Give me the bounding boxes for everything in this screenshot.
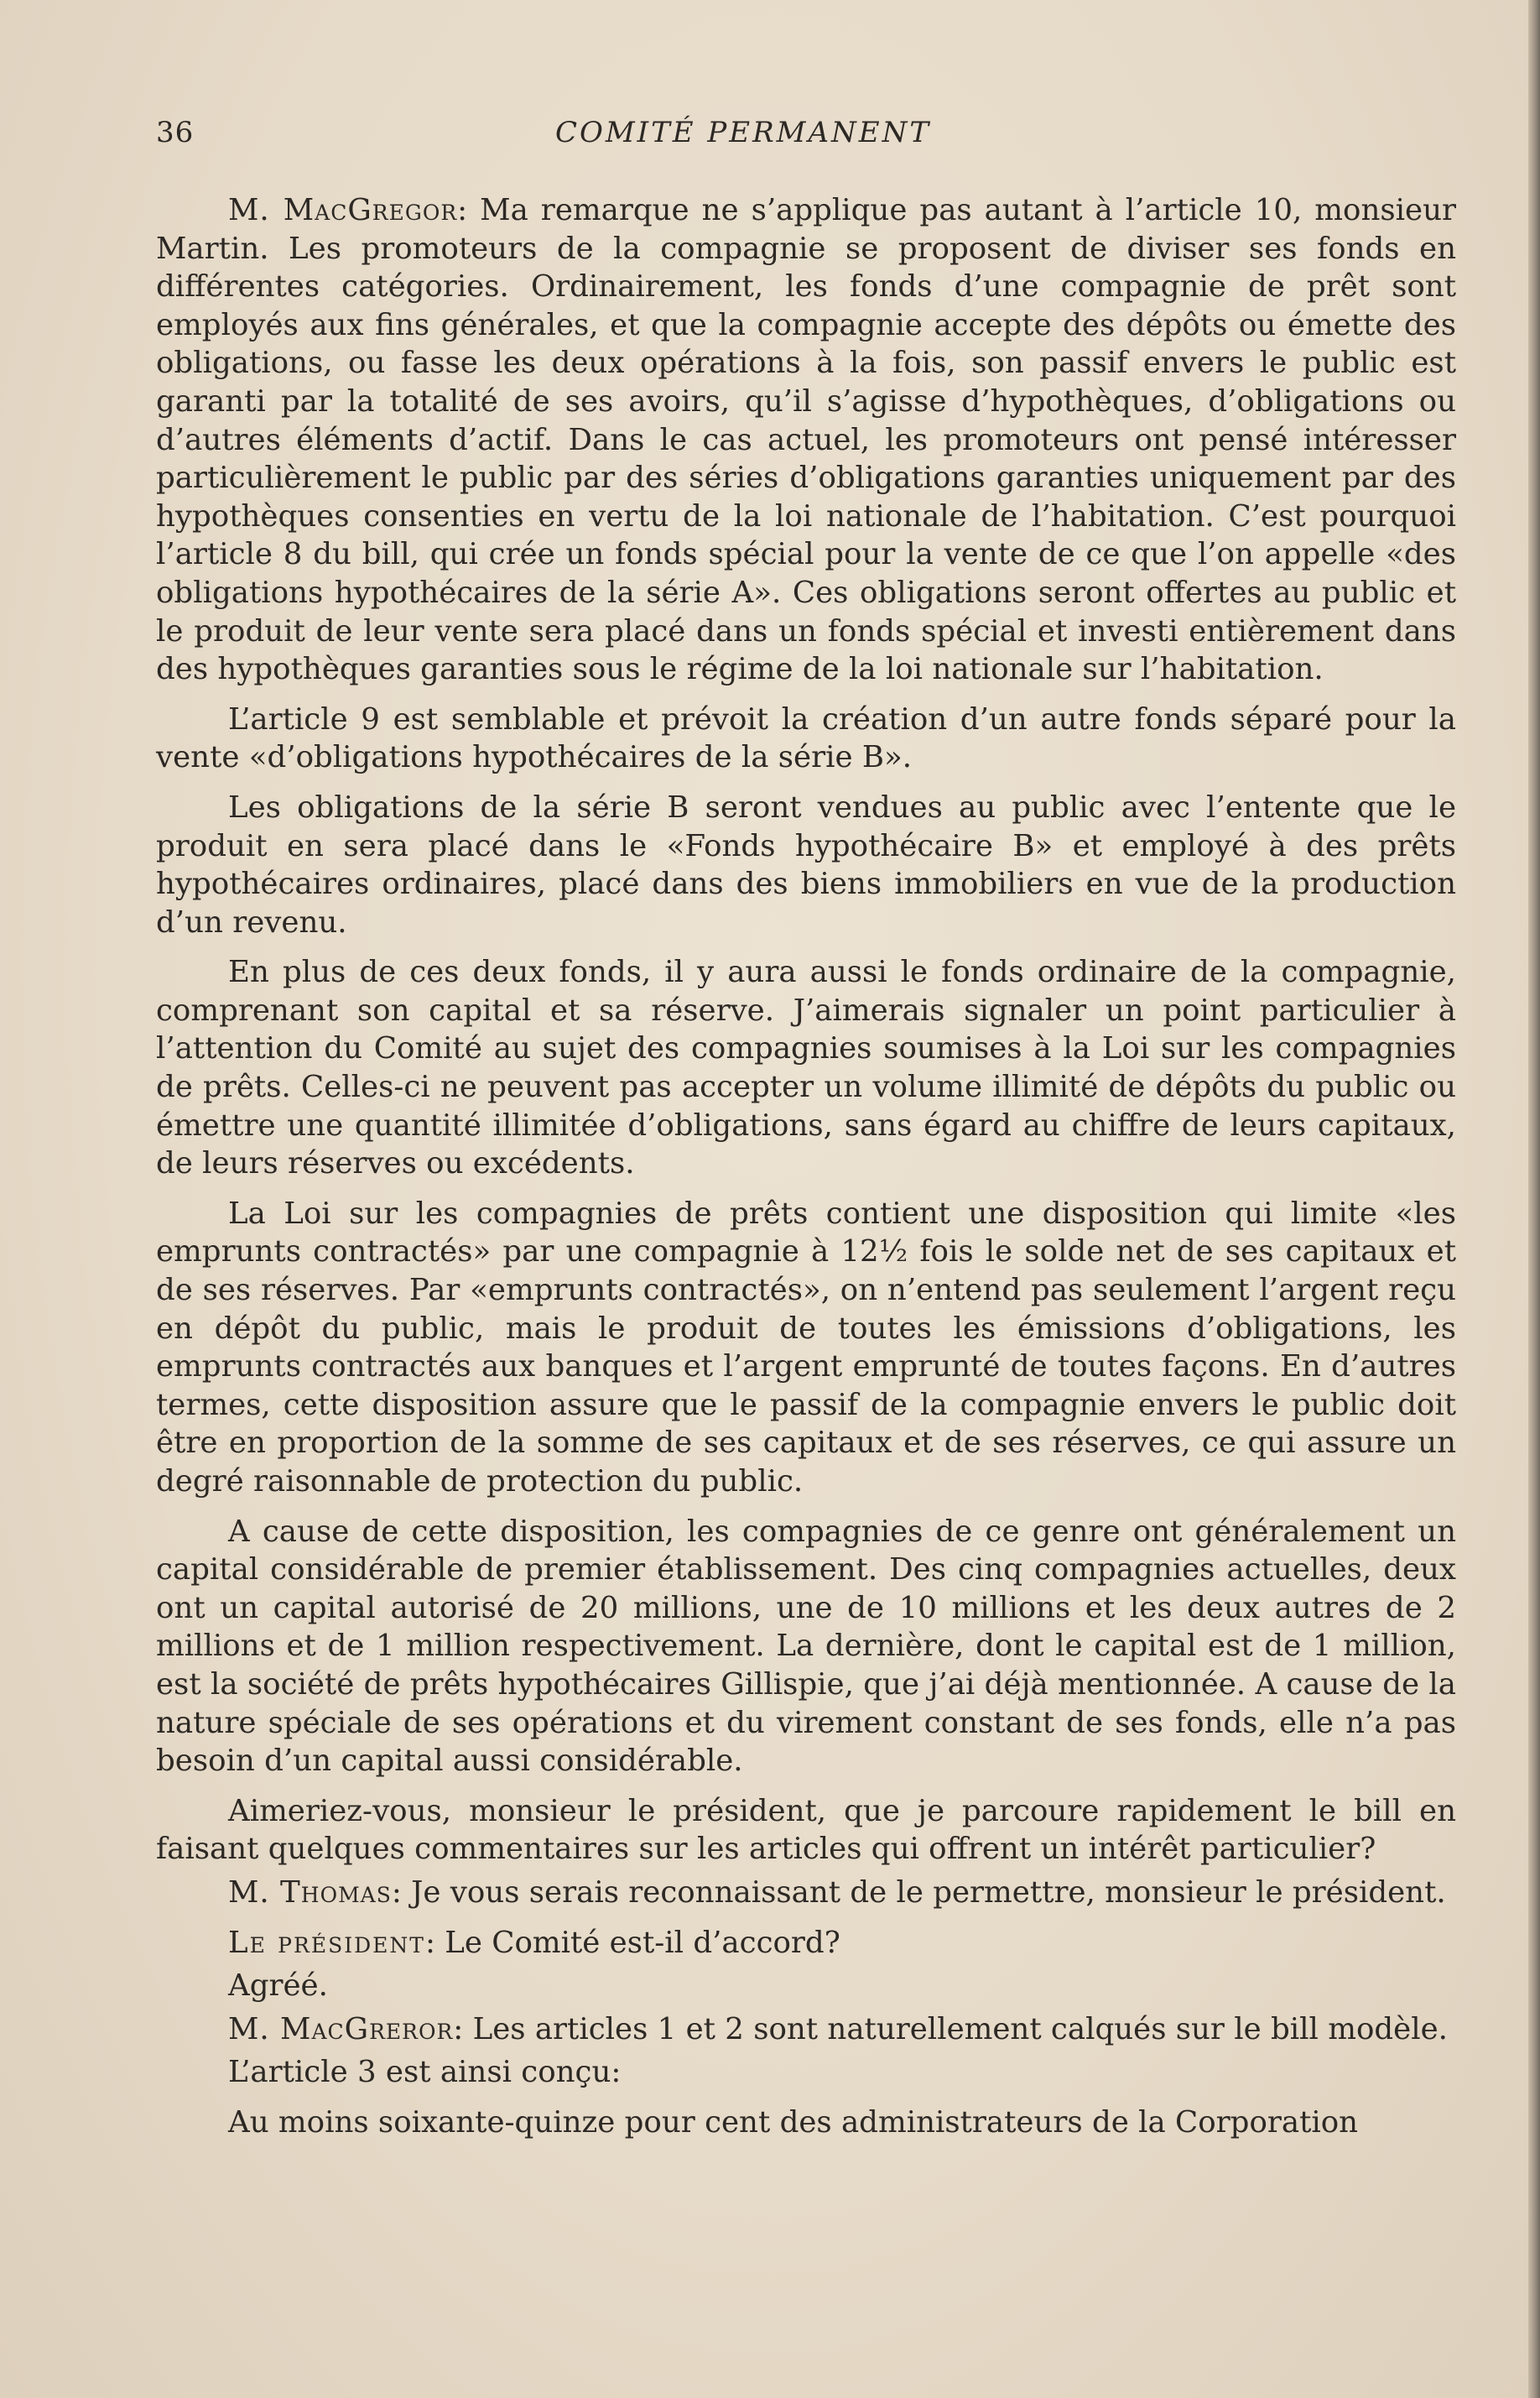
page-header xyxy=(156,116,1465,158)
speaker-name: M. MacGreror xyxy=(228,2011,454,2046)
paragraph-text: : Je vous serais reconnaissant de le permettre, monsieur le président. xyxy=(391,1874,1446,1910)
paragraph-macgregor-intro xyxy=(156,191,1456,689)
paragraph-text: A cause de cette disposition, les compagnies de ce genre ont généralement un capital considérable de premier établissement. Des cinq compagnies actuelles, deux ont un capital autorisé de 20 millions, une de 10 millions et les deux autres de 2 millions et de 1 million respectivement. La dernière, dont le capital est de 1 million, est la société de prêts hypothécaires Gillispie, que j’ai déjà mentionnée. A cause de la nature spéciale de ses opérations et du virement constant de ses fonds, elle n’a pas besoin d’un capital aussi considérable. xyxy=(156,1514,1456,1779)
paragraph-text: : Les articles 1 et 2 sont naturellement calqués sur le bill modèle. xyxy=(453,2011,1448,2046)
paragraph-agreed xyxy=(156,1967,1456,2005)
speaker-name: M. MacGregor xyxy=(228,193,458,227)
document-body xyxy=(156,191,1456,2154)
paragraph-text: L’article 3 est ainsi conçu: xyxy=(228,2055,622,2090)
paragraph-article-3 xyxy=(156,2053,1456,2092)
paragraph-text: Aimeriez-vous, monsieur le président, que je parcoure rapidement le bill en faisant quelques commentaires sur les articles qui offrent un intérêt particulier? xyxy=(156,1793,1456,1867)
speaker-name: M. Thomas xyxy=(228,1874,392,1910)
paragraph-text: Les obligations de la série B seront vendues au public avec l’entente que le produit en sera placé dans le «Fonds hypothécaire B» et employé à des prêts hypothécaires ordinaires, placé dans des biens immobiliers en vue de la production d’un revenu. xyxy=(156,790,1456,940)
paragraph-series-b xyxy=(156,789,1456,941)
paragraph-question xyxy=(156,1792,1456,1869)
paragraph-text: En plus de ces deux fonds, il y aura aussi le fonds ordinaire de la compagnie, comprenant son capital et sa réserve. J’aimerais signaler un point particulier à l’attention du Comité au sujet des compagnies soumises à la Loi sur les compagnies de prêts. Celles-ci ne peuvent pas accepter un volume illimité de dépôts du public ou émettre une quantité illimitée d’obligations, sans égard au chiffre de leurs capitaux, de leurs réserves ou excédents. xyxy=(156,955,1456,1181)
page-number: 36 xyxy=(156,116,195,149)
paragraph-text: La Loi sur les compagnies de prêts contient une disposition qui limite «les emprunts contractés» par une compagnie à 12½ fois le solde net de ses capitaux et de ses réserves. Par «emprunts contractés», on n’entend pas seulement l’argent reçu en dépôt du public, mais le produit de toutes les émissions d’obligations, les emprunts contractés aux banques et l’argent emprunté de toutes façons. En d’autres termes, cette disposition assure que le passif de la compagnie envers le public doit être en proportion de la somme de ses capitaux et de ses réserves, ce qui assure un degré raisonnable de protection du public. xyxy=(156,1196,1456,1499)
paragraph-text: L’article 9 est semblable et prévoit la création d’un autre fonds séparé pour la vente «d’obligations hypothécaires de la série B». xyxy=(156,701,1456,775)
paragraph-president xyxy=(156,1924,1456,1963)
paragraph-text: Au moins soixante-quinze pour cent des administrateurs de la Corporation xyxy=(228,2104,1359,2140)
paragraph-loan-limit xyxy=(156,1195,1456,1501)
paragraph-ordinary-fund xyxy=(156,953,1456,1183)
paragraph-quote-start xyxy=(156,2103,1456,2142)
paragraph-text: : Ma remarque ne s’applique pas autant à l’article 10, monsieur Martin. Les promoteurs de la compagnie se proposent de diviser ses fonds en différentes catégories. Ordinairement, les fonds d’une compagnie de prêt sont employés aux fins générales, et que la compagnie accepte des dépôts ou émette des obligations, ou fasse les deux opérations à la fois, son passif envers le public est garanti par la totalité de ses avoirs, qu’il s’agisse d’hypothèques, d’obligations ou d’autres éléments d’actif. Dans le cas actuel, les promoteurs ont pensé intéresser particulièrement le public par des séries d’obligations garanties uniquement par des hypothèques consenties en vertu de la loi nationale de l’habitation. C’est pourquoi l’article 8 du bill, qui crée un fonds spécial pour la vente de ce que l’on appelle «des obligations hypothécaires de la série A». Ces obligations seront offertes au public et le produit de leur vente sera placé dans un fonds spécial et investi entièrement dans des hypothèques garanties sous le régime de la loi nationale sur l’habitation. xyxy=(156,193,1456,687)
speaker-name: Le président xyxy=(228,1925,425,1960)
paragraph-text: Agréé. xyxy=(228,1968,328,2004)
paragraph-text: : Le Comité est-il d’accord? xyxy=(424,1925,840,1960)
running-title: COMITÉ PERMANENT xyxy=(554,116,932,149)
paragraph-article-9 xyxy=(156,701,1456,777)
paragraph-thomas xyxy=(156,1874,1456,1912)
page-edge-shadow xyxy=(1528,0,1540,2398)
paragraph-macgreror xyxy=(156,2010,1456,2049)
paragraph-capital xyxy=(156,1513,1456,1780)
